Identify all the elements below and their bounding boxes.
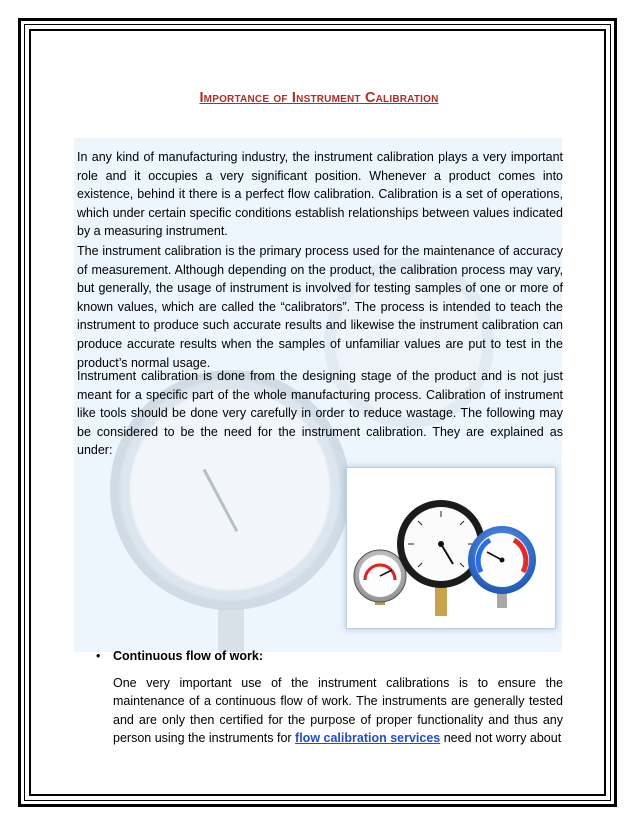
- paragraph-4: [113, 674, 563, 748]
- bullet-heading: Continuous flow of work:: [113, 649, 263, 663]
- paragraph-1: In any kind of manufacturing industry, the instrument calibration plays a very important role and it occupies a very significant position. Whenever a product comes into existence, behind it there is a perfect flow calibration. Calibration is a set of operations, which under certain specific conditions establish relationships between values indicated by a measuring instrument.: [77, 150, 563, 239]
- bullet-symbol: •: [96, 649, 101, 663]
- paragraph-4-text-before: One very important use of the instrument calibrations is to ensure the maintenance of a continuous flow of work. The instruments are generally tested and are only then certified for the purpose of proper functionality and thus any person using the instruments for: [113, 676, 563, 746]
- paragraph-3: Instrument calibration is done from the designing stage of the product and is not just meant for a specific part of the whole manufacturing process. Calibration of instrument like tools should be done very carefully in order to reduce wastage. The following may be considered to be the need for the instrument calibration. They are explained as under:: [77, 369, 563, 458]
- paragraph-2: The instrument calibration is the primary process used for the maintenance of accuracy of measurement. Although depending on the product, the calibration process may vary, but generally, the usage of instrument is involved for testing samples of one or more of known values, which are called the “calibrators”. The process is intended to teach the instrument to produce such accurate results and likewise the instrument calibration can produce accurate results when the samples of unfamiliar values are put to test in the product’s normal usage.: [77, 244, 563, 370]
- watermark-gauge-stem: [218, 608, 244, 652]
- flow-calibration-services-link[interactable]: flow calibration services: [295, 731, 441, 746]
- paragraph-4-text-after: need not worry about: [440, 731, 562, 746]
- pressure-gauges-photo: [346, 467, 556, 629]
- gauges-illustration: [347, 468, 555, 628]
- document-title: Importance of Instrument Calibration: [199, 90, 439, 106]
